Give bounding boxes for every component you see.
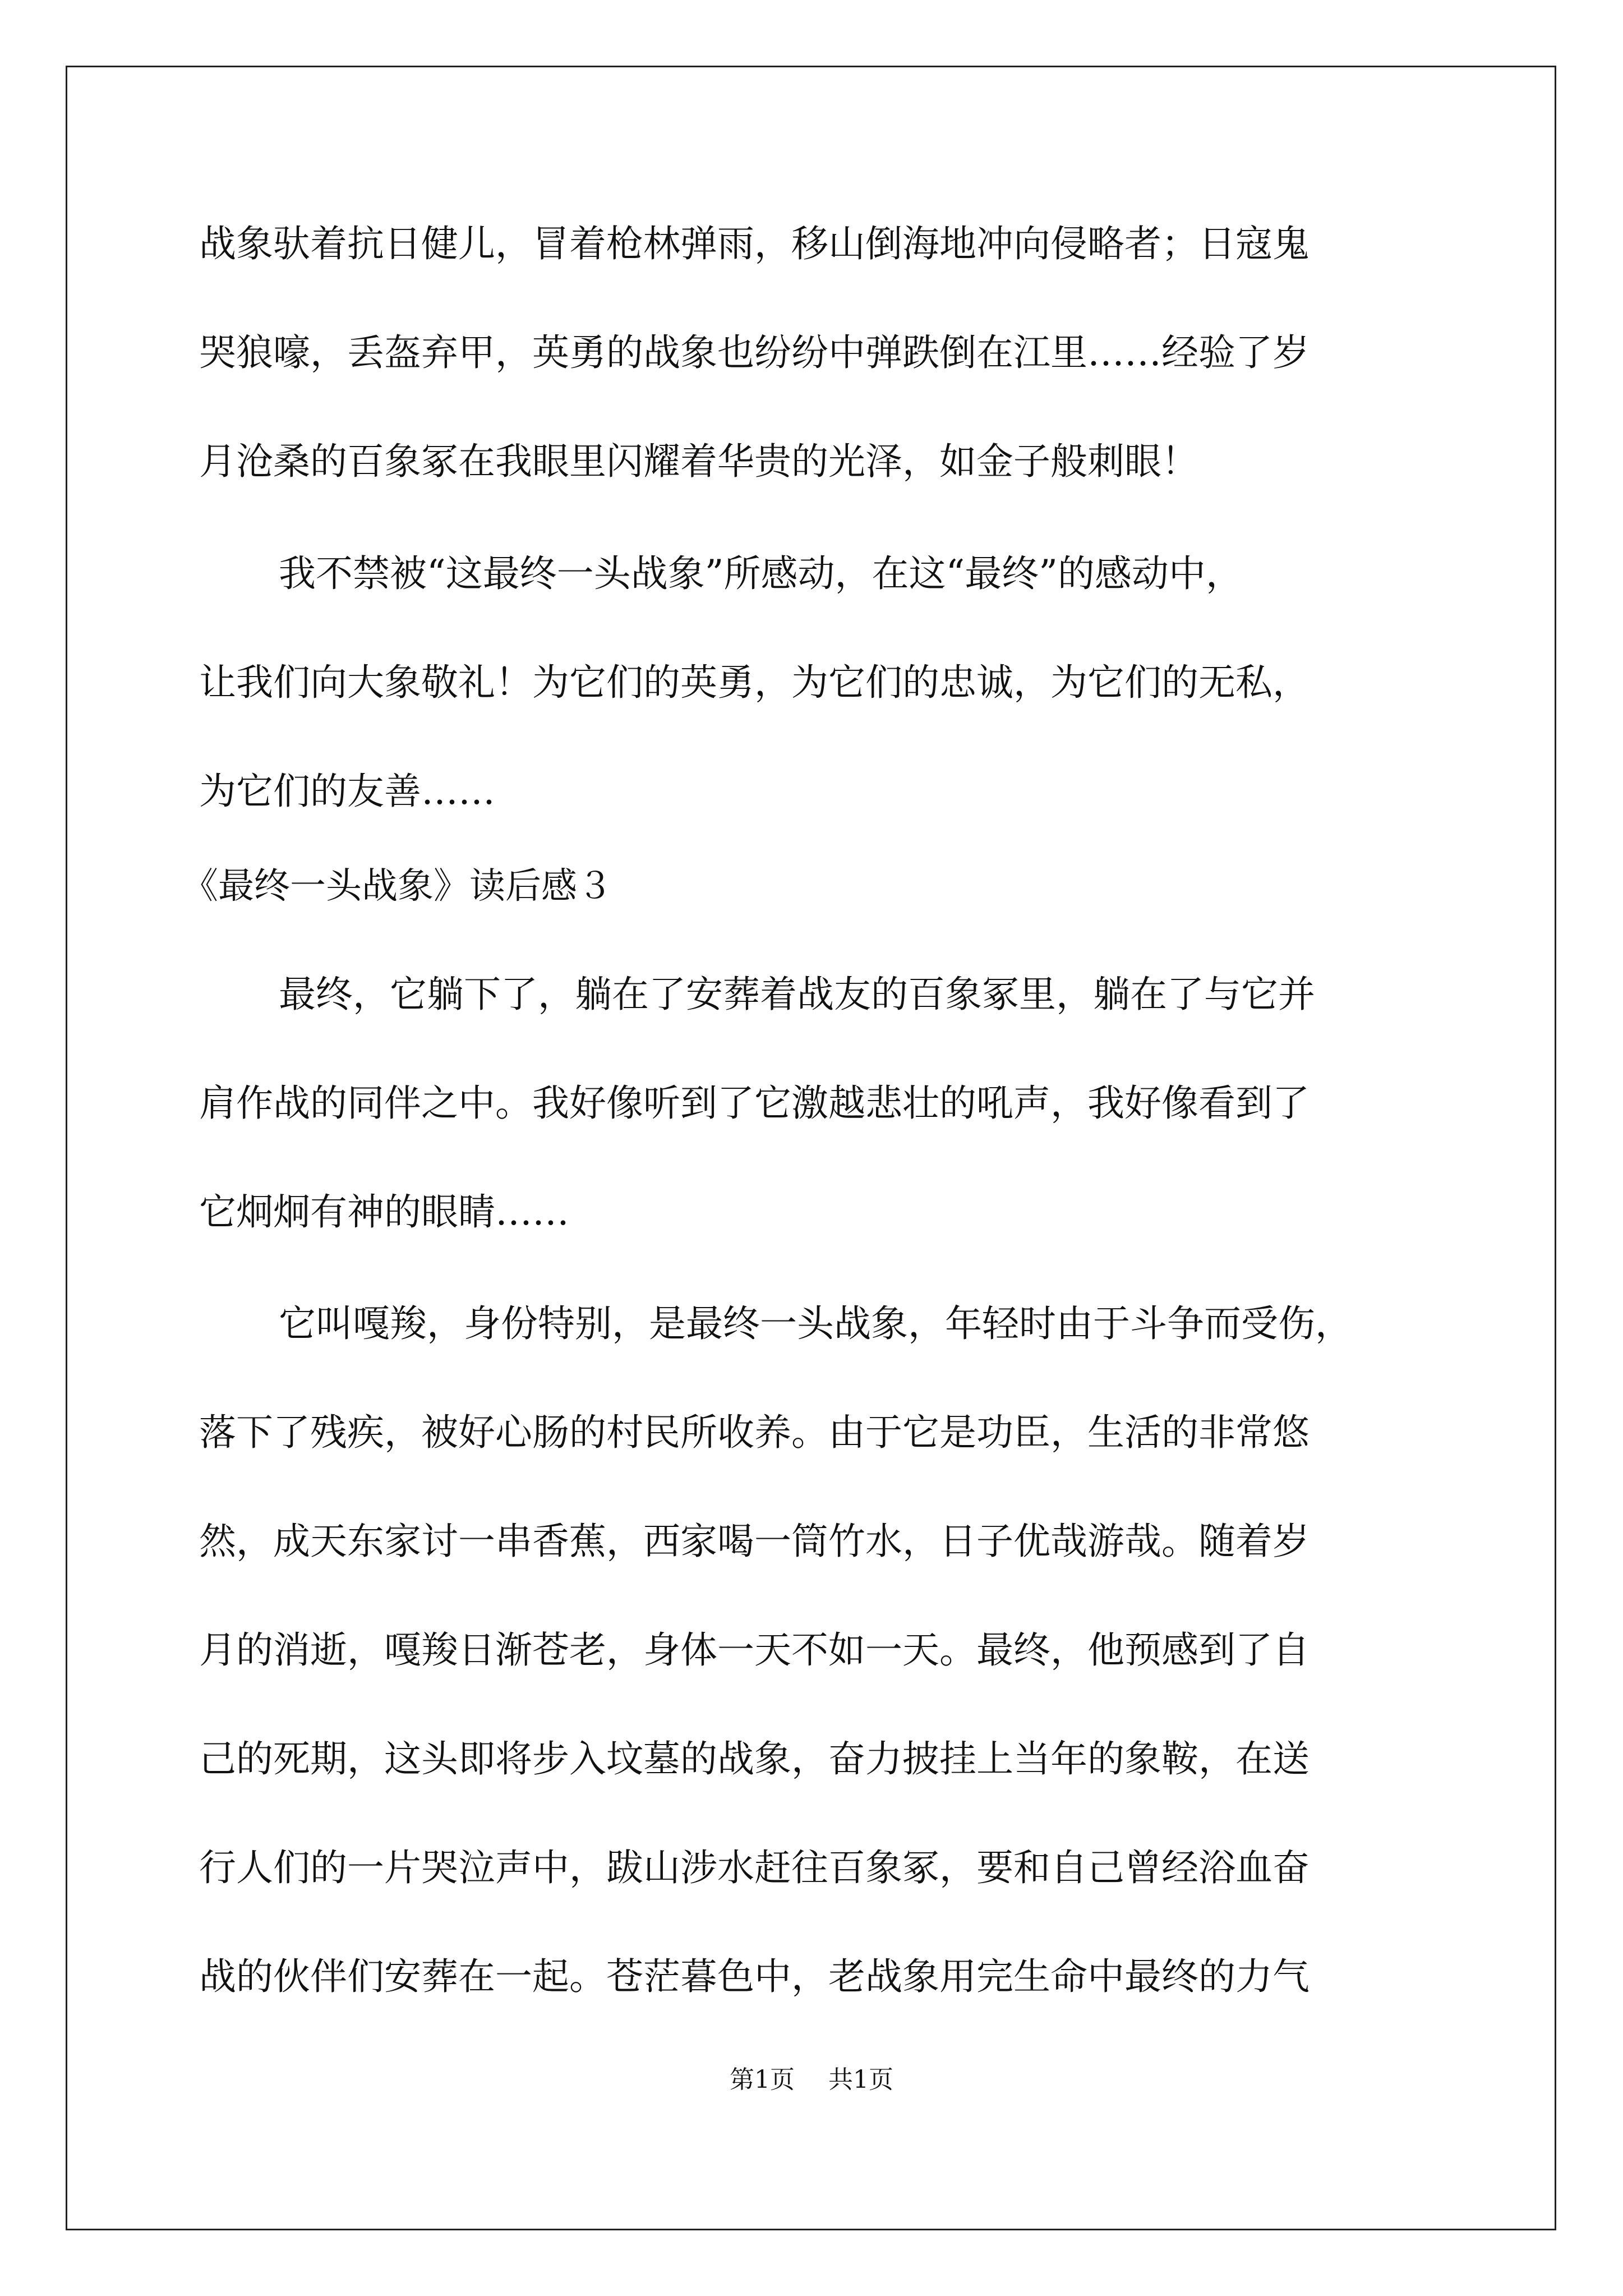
text-line: 月的消逝，嘎羧日渐苍老，身体一天不如一天。最终，他预感到了自 — [199, 1628, 1310, 1672]
text-line: 行人们的一片哭泣声中，跋山涉水赶往百象冢，要和自己曾经浴血奋 — [199, 1846, 1310, 1889]
page-border — [66, 66, 1556, 2230]
section-heading: 《最终一头战象》读后感３ — [182, 866, 613, 907]
paragraph-start-line: 它叫嘎羧，身份特别，是最终一头战象，年轻时由于斗争而受伤， — [279, 1302, 1352, 1345]
text-line: 肩作战的同伴之中。我好像听到了它激越悲壮的吼声，我好像看到了 — [199, 1082, 1310, 1125]
text-line: 落下了残疾，被好心肠的村民所收养。由于它是功臣，生活的非常悠 — [199, 1411, 1310, 1454]
page-footer — [0, 2063, 1623, 2097]
text-line: 它炯炯有神的眼睛…… — [199, 1190, 569, 1234]
text-line: 己的死期，这头即将步入坟墓的战象，奋力披挂上当年的象鞍，在送 — [199, 1737, 1310, 1780]
page-number: 第1页 — [730, 2065, 795, 2094]
text-line: 让我们向大象敬礼！为它们的英勇，为它们的忠诚，为它们的无私， — [199, 661, 1310, 704]
paragraph-start-line: 我不禁被“这最终一头战象”所感动，在这“最终”的感动中， — [279, 552, 1243, 595]
text-line: 月沧桑的百象冢在我眼里闪耀着华贵的光泽，如金子般刺眼！ — [199, 440, 1198, 483]
paragraph-start-line: 最终，它躺下了，躺在了安葬着战友的百象冢里，躺在了与它并 — [279, 973, 1315, 1016]
text-line: 为它们的友善…… — [199, 770, 495, 813]
text-line: 战的伙伴们安葬在一起。苍茫暮色中，老战象用完生命中最终的力气 — [199, 1955, 1310, 1998]
text-line: 哭狼嚎，丢盔弃甲，英勇的战象也纷纷中弹跌倒在江里……经验了岁 — [199, 331, 1310, 374]
text-line: 战象驮着抗日健儿，冒着枪林弹雨，移山倒海地冲向侵略者；日寇鬼 — [199, 222, 1310, 265]
text-line: 然，成天东家讨一串香蕉，西家喝一筒竹水，日子优哉游哉。随着岁 — [199, 1520, 1310, 1563]
page-total: 共1页 — [828, 2065, 893, 2094]
